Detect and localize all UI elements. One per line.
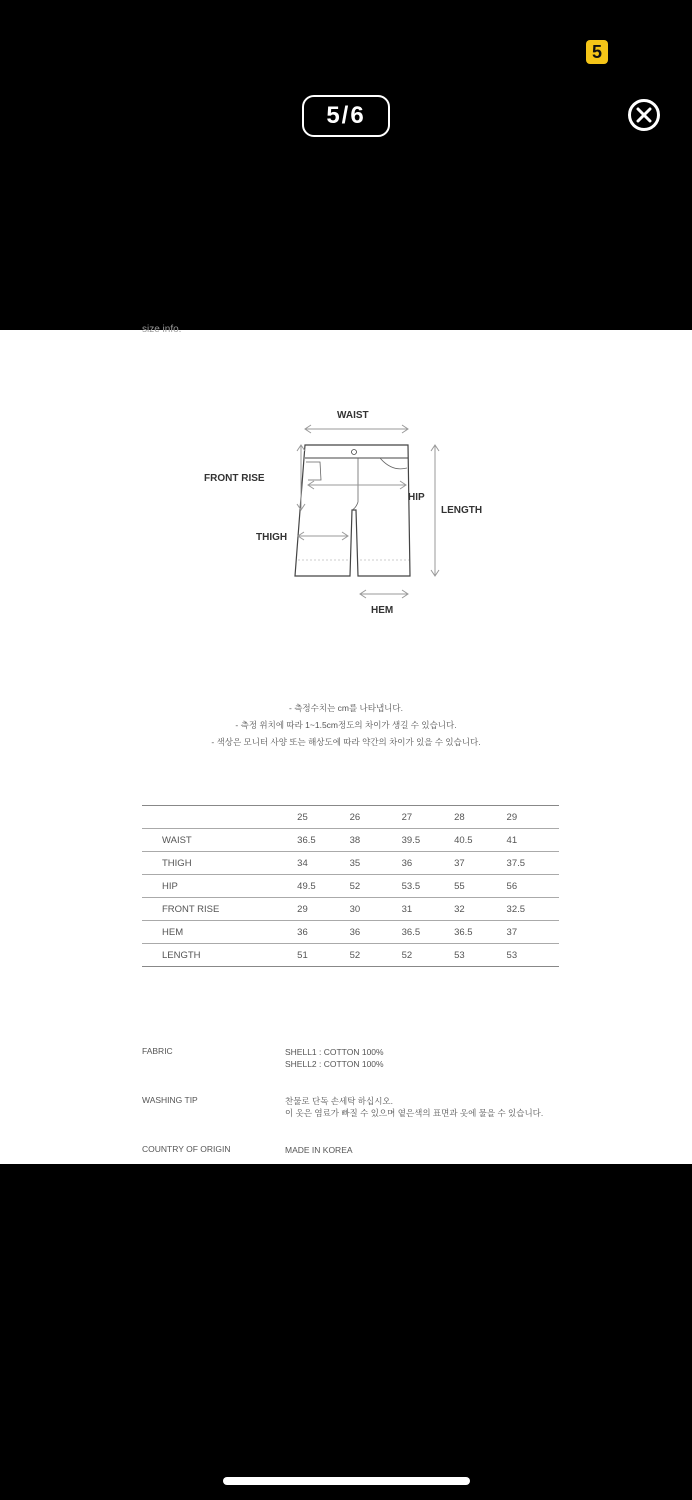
size-header: 25 [297,806,349,829]
table-cell: 32 [454,898,506,921]
table-cell: 37 [454,852,506,875]
table-cell: 36 [297,921,349,944]
shorts-measurement-diagram [180,400,510,620]
table-row [142,921,559,944]
close-icon [636,107,652,123]
table-row [142,898,559,921]
table-row [142,829,559,852]
home-indicator[interactable] [223,1477,470,1485]
note-line: - 색상은 모니터 사양 또는 해상도에 따라 약간의 차이가 있을 수 있습니다. [211,737,481,747]
table-cell: 32.5 [507,898,559,921]
table-cell: 52 [402,944,454,967]
table-cell: 52 [350,875,402,898]
table-cell: 55 [454,875,506,898]
table-cell: 36.5 [402,921,454,944]
size-table [142,805,559,967]
table-cell: 53 [507,944,559,967]
washing-line: 찬물로 단독 손세탁 하십시오. [285,1096,393,1106]
fabric-label: FABRIC [142,1046,173,1056]
table-cell: 34 [297,852,349,875]
size-header: 27 [402,806,454,829]
table-cell: 36.5 [297,829,349,852]
table-cell: 38 [350,829,402,852]
label-hip: HIP [408,492,425,503]
shorts-outline [295,445,410,576]
size-header: 28 [454,806,506,829]
row-label: FRONT RISE [142,898,297,921]
size-header: 29 [507,806,559,829]
row-label: LENGTH [142,944,297,967]
size-header-row [142,806,559,829]
label-front-rise: FRONT RISE [204,473,265,484]
row-label: HEM [142,921,297,944]
label-length: LENGTH [441,505,483,516]
table-cell: 52 [350,944,402,967]
table-cell: 53 [454,944,506,967]
row-label: THIGH [142,852,297,875]
table-row [142,852,559,875]
table-row [142,944,559,967]
table-cell: 29 [297,898,349,921]
table-cell: 35 [350,852,402,875]
label-hem: HEM [371,605,394,616]
table-cell: 53.5 [402,875,454,898]
notification-badge: 5 [586,40,608,64]
washing-line: 이 옷은 염료가 빠질 수 있으며 옅은색의 표면과 옷에 물을 수 있습니다. [285,1108,544,1118]
size-header: 26 [350,806,402,829]
table-cell: 36 [402,852,454,875]
table-cell: 56 [507,875,559,898]
table-cell: 49.5 [297,875,349,898]
label-waist: WAIST [337,410,369,421]
row-label: HIP [142,875,297,898]
row-label: WAIST [142,829,297,852]
fabric-line: SHELL2 : COTTON 100% [285,1059,384,1069]
table-cell: 39.5 [402,829,454,852]
table-cell: 37 [507,921,559,944]
image-counter: 5/6 [302,95,390,137]
note-line: - 측정 위치에 따라 1~1.5cm정도의 차이가 생길 수 있습니다. [235,720,457,730]
table-cell: 31 [402,898,454,921]
label-thigh: THIGH [256,532,288,543]
origin-value: MADE IN KOREA [285,1145,353,1155]
table-row [142,875,559,898]
table-cell: 37.5 [507,852,559,875]
table-cell: 36.5 [454,921,506,944]
close-button[interactable] [628,99,660,131]
origin-label: COUNTRY OF ORIGIN [142,1144,231,1154]
table-cell: 30 [350,898,402,921]
table-cell: 36 [350,921,402,944]
table-cell: 40.5 [454,829,506,852]
size-info-image [0,324,692,1164]
clipped-heading: size info. [142,324,182,335]
fabric-line: SHELL1 : COTTON 100% [285,1047,384,1057]
table-cell: 51 [297,944,349,967]
note-line: - 측정수치는 cm를 나타냅니다. [289,703,403,713]
measurement-notes [0,700,692,751]
washing-label: WASHING TIP [142,1095,198,1105]
table-cell: 41 [507,829,559,852]
